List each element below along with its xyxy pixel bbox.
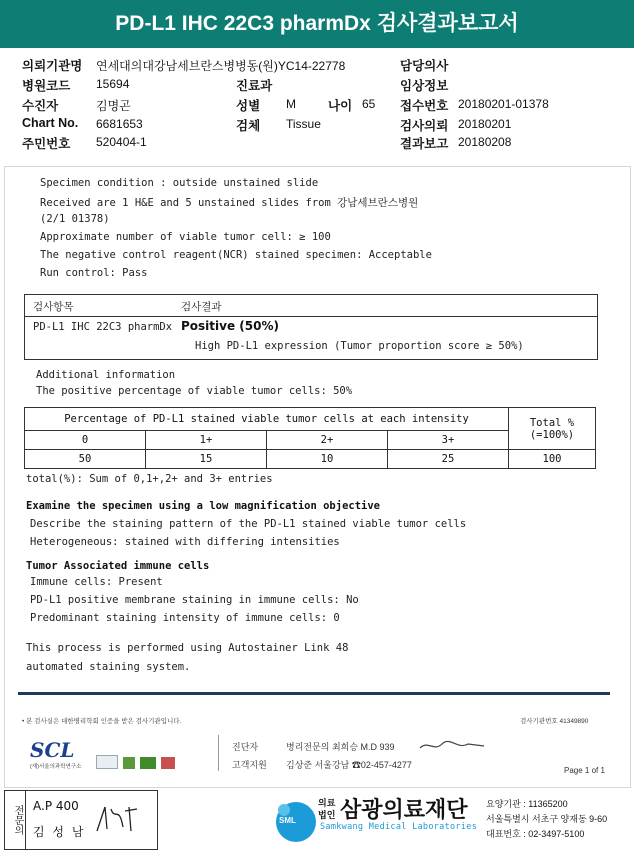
specialist-stamp xyxy=(4,790,158,850)
specimen-line: Received are 1 H&E and 5 unstained slides from 강남세브란스병원 xyxy=(40,197,419,209)
immune-heading: Tumor Associated immune cells xyxy=(26,560,210,572)
specimen-line: Specimen condition : outside unstained slide xyxy=(40,177,319,189)
examine-heading: Examine the specimen using a low magnification objective xyxy=(26,500,381,512)
percentage-cell: 50 xyxy=(25,450,146,469)
hospital-code-label: 병원코드 xyxy=(22,79,71,93)
footer-divider xyxy=(218,735,219,771)
process-line: automated staining system. xyxy=(26,661,191,673)
total-header-line2: (=100%) xyxy=(529,428,575,441)
specimen-value: Tissue xyxy=(286,117,321,131)
result-value: Positive (50%) xyxy=(181,319,279,333)
immune-line: Immune cells: Present xyxy=(30,576,163,588)
report-date-value: 20180208 xyxy=(458,135,512,149)
specimen-line: (2/1 01378) xyxy=(40,213,110,225)
receipt-value: 20180201-01378 xyxy=(458,97,549,111)
age-label: 나이 xyxy=(328,99,353,113)
kola-logo-icon xyxy=(140,757,156,769)
resident-label: 주민번호 xyxy=(22,137,71,151)
additional-heading: Additional information xyxy=(36,369,176,381)
section-divider xyxy=(18,692,610,695)
diagnosis-label: 진단자 xyxy=(232,742,259,752)
intensity-table-header: Percentage of PD-L1 stained viable tumor cells at each intensity xyxy=(25,408,509,431)
total-header xyxy=(509,408,596,450)
corp-mark xyxy=(318,797,335,821)
report-date-label: 결과보고 xyxy=(400,137,449,151)
scl-logo-subtitle: (재)서울의과학연구소 xyxy=(30,764,82,770)
intensity-cell: 0 xyxy=(25,431,146,450)
specimen-line: Approximate number of viable tumor cell: ≥ 100 xyxy=(40,231,331,243)
resident-value: 520404-1 xyxy=(96,135,147,149)
total-header-line1: Total % xyxy=(529,416,575,429)
chart-value: 6681653 xyxy=(96,117,143,131)
quality-logo-icon xyxy=(161,757,175,769)
total-note: total(%): Sum of 0,1+,2+ and 3+ entries xyxy=(26,473,273,485)
intensity-cell: 2+ xyxy=(266,431,387,450)
certification-number: 검사기관번호 41349890 xyxy=(520,718,589,725)
sex-value: M xyxy=(286,97,296,111)
scl-logo-text: SCL xyxy=(30,738,75,762)
result-col-result: 검사결과 xyxy=(181,301,222,313)
percentage-cell: 25 xyxy=(387,450,508,469)
page-indicator: Page 1 of 1 xyxy=(564,766,605,775)
examine-line: Describe the staining pattern of the PD-L1 stained viable tumor cells xyxy=(30,518,467,530)
specimen-label: 검체 xyxy=(236,119,261,133)
stamp-signature xyxy=(91,801,143,839)
percentage-cell: 10 xyxy=(266,450,387,469)
sml-logo-text: SML xyxy=(279,816,296,825)
brand-phone: 대표번호 : 02-3497-5100 xyxy=(486,829,585,839)
sml-logo xyxy=(270,796,318,848)
result-header-divider xyxy=(25,316,597,317)
contact-label: 고객지원 xyxy=(232,760,267,770)
stamp-side-label: 전문의 xyxy=(5,791,26,849)
receipt-label: 접수번호 xyxy=(400,99,449,113)
brand-contact xyxy=(486,797,607,842)
hospital-code-value: 15694 xyxy=(96,77,130,91)
request-value: 20180201 xyxy=(458,117,512,131)
age-value: 65 xyxy=(362,97,376,111)
brand-address: 서울특별시 서초구 양재동 9-60 xyxy=(486,814,608,824)
sex-label: 성별 xyxy=(236,99,261,113)
brand-name: 삼광의료재단 xyxy=(340,797,468,822)
brand-english: Samkwang Medical Laboratories xyxy=(320,822,478,832)
signature-mark xyxy=(418,738,488,752)
diagnosis-value: 병리전문의 최희승 M.D 939 xyxy=(286,742,395,752)
additional-line: The positive percentage of viable tumor cells: 50% xyxy=(36,385,353,397)
patient-label: 수진자 xyxy=(22,99,59,113)
result-item: PD-L1 IHC 22C3 pharmDx xyxy=(33,321,173,333)
intensity-table xyxy=(24,407,596,469)
stamp-name: 김 성 남 xyxy=(33,825,86,839)
corp-mark-line1: 의료 xyxy=(318,798,336,808)
report-title: PD-L1 IHC 22C3 pharmDx 검사결과보고서 xyxy=(0,0,634,48)
lh-logo-icon xyxy=(123,757,135,769)
result-table xyxy=(24,294,598,360)
corp-mark-line2: 법인 xyxy=(318,810,336,820)
doctor-label: 담당의사 xyxy=(400,59,449,73)
process-line: This process is performed using Autostainer Link 48 xyxy=(26,642,349,654)
examine-line: Heterogeneous: stained with differing intensities xyxy=(30,536,340,548)
certification-note: • 본 검사실은 대한병리학회 인증을 받은 검사기관입니다. xyxy=(22,718,182,725)
request-label: 검사의뢰 xyxy=(400,119,449,133)
immune-line: Predominant staining intensity of immune cells: 0 xyxy=(30,612,340,624)
intensity-cell: 3+ xyxy=(387,431,508,450)
contact-value: 김상준 서울강남 ☎02-457-4277 xyxy=(286,760,412,770)
patient-value: 김명곤 xyxy=(96,99,131,113)
result-detail: High PD-L1 expression (Tumor proportion score ≥ 50%) xyxy=(195,340,524,352)
intensity-cell: 1+ xyxy=(145,431,266,450)
care-code: 요양기관 : 11365200 xyxy=(486,799,568,809)
institution-value: 연세대의대강남세브란스병병동(원)YC14-22778 xyxy=(96,59,346,73)
total-cell: 100 xyxy=(509,450,596,469)
immune-line: PD-L1 positive membrane staining in immune cells: No xyxy=(30,594,359,606)
dept-label: 진료과 xyxy=(236,79,273,93)
percentage-cell: 15 xyxy=(145,450,266,469)
cap-logo-icon xyxy=(96,755,118,769)
scl-logo xyxy=(30,738,81,770)
clinical-label: 임상정보 xyxy=(400,79,449,93)
specimen-line: The negative control reagent(NCR) stained specimen: Acceptable xyxy=(40,249,432,261)
stamp-code: A.P 400 xyxy=(33,799,79,813)
chart-label: Chart No. xyxy=(22,116,79,130)
institution-label: 의뢰기관명 xyxy=(22,59,83,73)
result-col-item: 검사항목 xyxy=(33,301,74,313)
specimen-line: Run control: Pass xyxy=(40,267,148,279)
accreditation-logos xyxy=(96,754,186,768)
